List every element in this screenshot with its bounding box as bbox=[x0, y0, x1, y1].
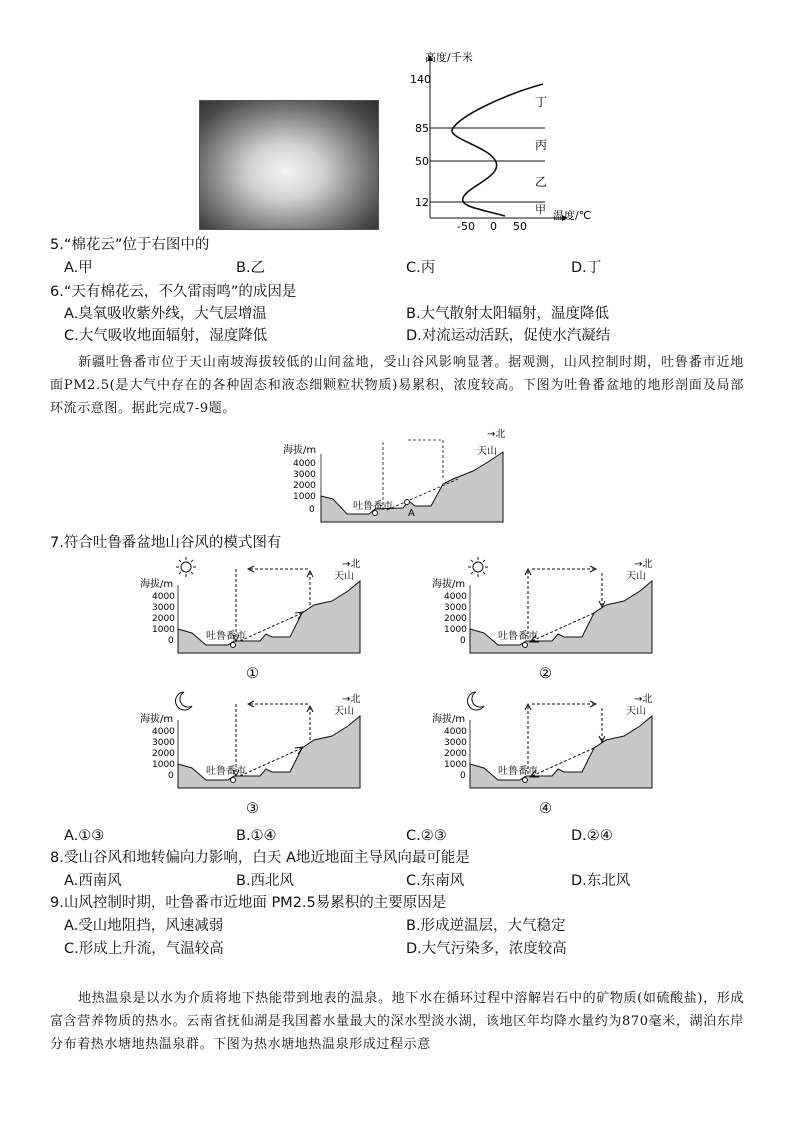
p4-tick-4000: 4000 bbox=[444, 727, 467, 737]
p4-north: →北 bbox=[634, 694, 653, 705]
p2-mountain: 天山 bbox=[626, 571, 646, 582]
p1-tick-4000: 4000 bbox=[152, 592, 175, 602]
q6-option-c[interactable]: C.大气吸收地面辐射，湿度降低 bbox=[64, 328, 268, 344]
p1-tick-0: 0 bbox=[168, 636, 174, 646]
profile-city-label: 吐鲁番市 bbox=[353, 501, 393, 512]
q9-option-b[interactable]: B.形成逆温层，大气稳定 bbox=[406, 918, 566, 934]
p3-tick-4000: 4000 bbox=[152, 727, 175, 737]
q5-option-d[interactable]: D.丁 bbox=[571, 260, 602, 276]
question-6-stem: 6.“天有棉花云，不久雷雨鸣”的成因是 bbox=[50, 284, 297, 300]
p2-north: →北 bbox=[634, 559, 653, 570]
moon-icon bbox=[176, 692, 192, 710]
y-tick-50: 50 bbox=[415, 155, 429, 168]
q7-option-b[interactable]: B.①④ bbox=[236, 828, 277, 844]
question-5-stem: 5.“棉花云”位于右图中的 bbox=[50, 237, 210, 253]
panel-label-2: ② bbox=[539, 666, 552, 682]
p3-city: 吐鲁番市 bbox=[206, 766, 246, 777]
cumulus-cloud-photo bbox=[199, 100, 379, 230]
q5-option-b[interactable]: B.乙 bbox=[236, 260, 266, 276]
q8-option-b[interactable]: B.西北风 bbox=[236, 873, 295, 889]
profile-tick-3000: 3000 bbox=[293, 470, 316, 480]
y-tick-12: 12 bbox=[415, 196, 429, 209]
p3-y-label: 海拔/m bbox=[140, 714, 174, 725]
p3-tick-0: 0 bbox=[168, 771, 174, 781]
p4-mountain: 天山 bbox=[626, 706, 646, 717]
profile-y-label: 海拔/m bbox=[283, 445, 317, 456]
layer-label-ding: 丁 bbox=[535, 95, 548, 109]
p3-tick-3000: 3000 bbox=[152, 738, 175, 748]
layer-label-jia: 甲 bbox=[535, 203, 546, 216]
q9-option-c[interactable]: C.形成上升流，气温较高 bbox=[64, 941, 224, 957]
passage-hot-spring: 地热温泉是以水为介质将地下热能带到地表的温泉。地下水在循环过程中溶解岩石中的矿物质(如硫酸盐)，形成富含营养物质的热水。云南省抚仙湖是我国蓄水量最大的深水型淡水湖，该地区年均降水量约为870毫米，湖泊东岸分布着热水塘地热温泉群。下图为热水塘地热温泉形成过程示意 bbox=[50, 991, 744, 1052]
q9-option-a[interactable]: A.受山地阻挡，风速减弱 bbox=[64, 918, 224, 934]
p1-mountain: 天山 bbox=[334, 571, 354, 582]
profile-point-a: A bbox=[408, 508, 415, 519]
q6-option-a[interactable]: A.臭氧吸收紫外线，大气层增温 bbox=[64, 306, 267, 322]
passage-turpan: 新疆吐鲁番市位于天山南坡海拔较低的山间盆地，受山谷风影响显著。据观测，山风控制时期，吐鲁番市近地面PM2.5(是大气中存在的各种固态和液态细颗粒状物质)易累积，浓度较高。下图为吐鲁番盆地的地形剖面及局部环流示意图。据此完成7-9题。 bbox=[50, 355, 744, 416]
p1-city: 吐鲁番市 bbox=[206, 631, 246, 642]
x-axis-label: 温度/℃ bbox=[553, 209, 592, 222]
atmosphere-temperature-chart bbox=[405, 48, 635, 233]
y-tick-140: 140 bbox=[410, 73, 431, 86]
y-axis-label: 高度/千米 bbox=[425, 51, 473, 64]
p1-north: →北 bbox=[342, 559, 361, 570]
q7-option-c[interactable]: C.②③ bbox=[406, 828, 447, 844]
panel-label-4: ④ bbox=[539, 801, 552, 817]
panel-3 bbox=[140, 690, 370, 795]
p4-city: 吐鲁番市 bbox=[498, 766, 538, 777]
p4-y-label: 海拔/m bbox=[432, 714, 466, 725]
question-8-stem: 8.受山谷风和地转偏向力影响，白天 A地近地面主导风向最可能是 bbox=[50, 850, 470, 866]
q7-option-a[interactable]: A.①③ bbox=[64, 828, 105, 844]
p1-y-label: 海拔/m bbox=[140, 579, 174, 590]
q5-option-c[interactable]: C.丙 bbox=[406, 260, 436, 276]
profile-tick-4000: 4000 bbox=[293, 459, 316, 469]
panel-4 bbox=[432, 690, 662, 795]
p2-y-label: 海拔/m bbox=[432, 579, 466, 590]
profile-north-label: →北 bbox=[487, 429, 506, 440]
turpan-terrain-profile bbox=[283, 424, 513, 526]
p2-tick-1000: 1000 bbox=[444, 625, 467, 635]
q5-option-a[interactable]: A.甲 bbox=[64, 260, 93, 276]
profile-tick-1000: 1000 bbox=[293, 492, 316, 502]
p3-tick-2000: 2000 bbox=[152, 749, 175, 759]
panel-label-3: ③ bbox=[246, 801, 259, 817]
q6-option-b[interactable]: B.大气散射太阳辐射，温度降低 bbox=[406, 306, 610, 322]
x-tick-minus50: -50 bbox=[457, 220, 475, 233]
p3-mountain: 天山 bbox=[334, 706, 354, 717]
question-7-stem: 7.符合吐鲁番盆地山谷风的模式图有 bbox=[50, 535, 282, 551]
p2-city: 吐鲁番市 bbox=[498, 631, 538, 642]
layer-label-yi: 乙 bbox=[535, 175, 548, 189]
question-9-stem: 9.山风控制时期，吐鲁番市近地面 PM2.5易累积的主要原因是 bbox=[50, 895, 447, 911]
p2-tick-2000: 2000 bbox=[444, 614, 467, 624]
temperature-curve bbox=[452, 84, 543, 216]
p3-north: →北 bbox=[342, 694, 361, 705]
p2-tick-3000: 3000 bbox=[444, 603, 467, 613]
panel-2 bbox=[432, 555, 662, 660]
moon-icon bbox=[468, 692, 484, 710]
profile-tick-0: 0 bbox=[309, 505, 315, 515]
p4-tick-0: 0 bbox=[460, 771, 466, 781]
profile-tick-2000: 2000 bbox=[293, 481, 316, 491]
q8-option-c[interactable]: C.东南风 bbox=[406, 873, 465, 889]
p1-tick-1000: 1000 bbox=[152, 625, 175, 635]
q9-option-d[interactable]: D.大气污染多，浓度较高 bbox=[406, 941, 567, 957]
p4-tick-2000: 2000 bbox=[444, 749, 467, 759]
layer-label-bing: 丙 bbox=[535, 138, 548, 152]
p1-tick-3000: 3000 bbox=[152, 603, 175, 613]
q6-option-d[interactable]: D.对流运动活跃，促使水汽凝结 bbox=[406, 328, 611, 344]
p4-tick-3000: 3000 bbox=[444, 738, 467, 748]
p3-tick-1000: 1000 bbox=[152, 760, 175, 770]
p1-tick-2000: 2000 bbox=[152, 614, 175, 624]
q7-option-d[interactable]: D.②④ bbox=[571, 828, 613, 844]
q8-option-a[interactable]: A.西南风 bbox=[64, 873, 122, 889]
p2-tick-4000: 4000 bbox=[444, 592, 467, 602]
panel-label-1: ① bbox=[246, 666, 259, 682]
q8-option-d[interactable]: D.东北风 bbox=[571, 873, 631, 889]
profile-mountain-label: 天山 bbox=[477, 446, 497, 457]
panel-1 bbox=[140, 555, 370, 660]
x-tick-50: 50 bbox=[513, 220, 527, 233]
p4-tick-1000: 1000 bbox=[444, 760, 467, 770]
y-tick-85: 85 bbox=[415, 122, 429, 135]
p2-tick-0: 0 bbox=[460, 636, 466, 646]
x-tick-0: 0 bbox=[490, 220, 497, 233]
